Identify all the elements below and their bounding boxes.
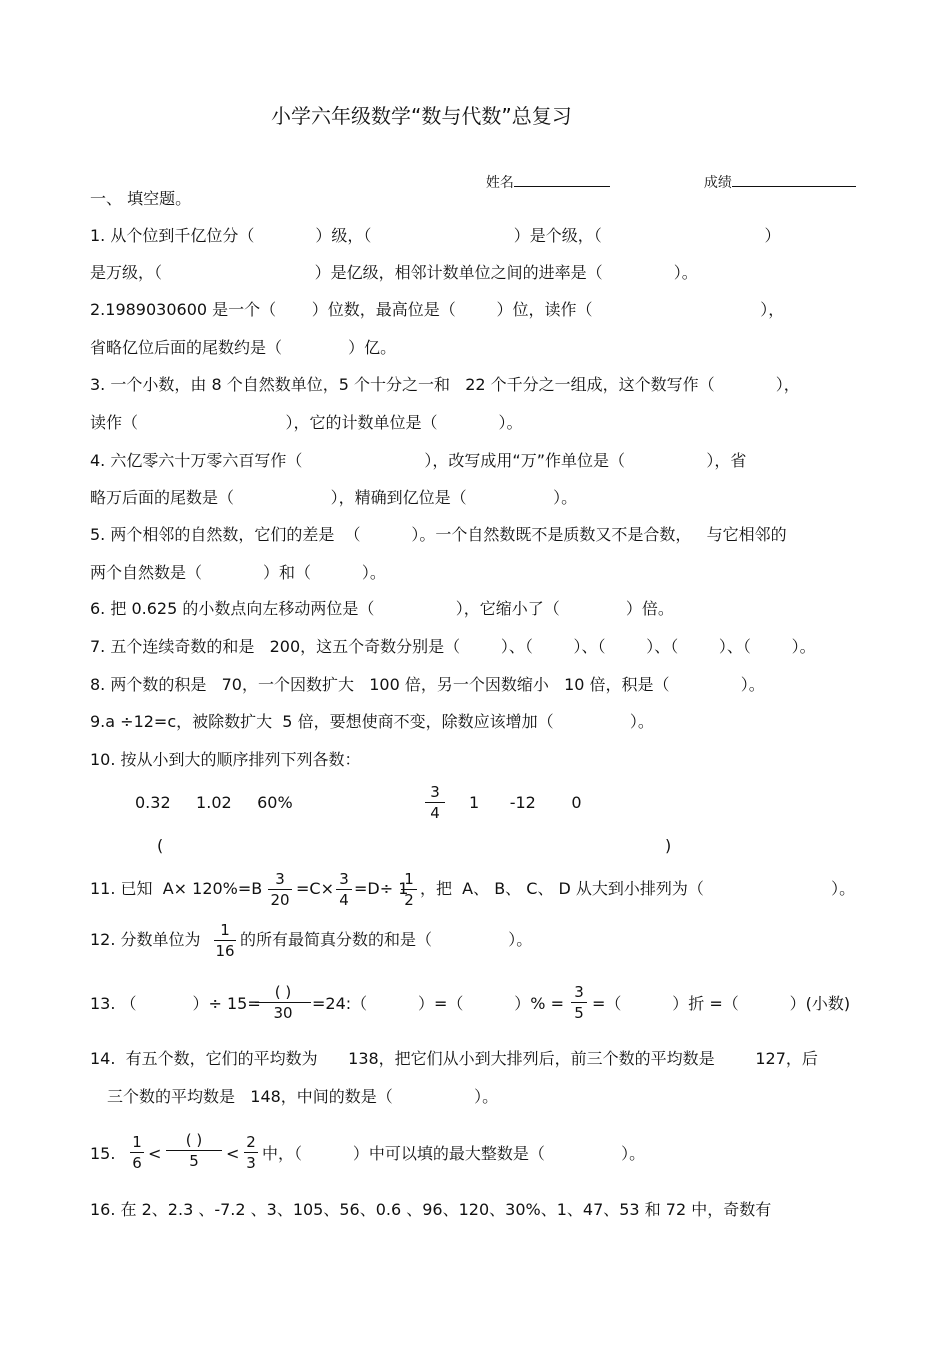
name-field <box>477 152 610 193</box>
question-15-text: 中，（ ）中可以填的最大整数是（ ）。 <box>262 1144 646 1163</box>
question-14-line-1: 14. 有五个数，它们的平均数为 138，把它们从小到大排列后，前三个数的平均数是 127，后 <box>90 1049 818 1068</box>
question-3-line-2: 读作（ ），它的计数单位是（ ）。 <box>90 413 523 432</box>
question-9: 9.a ÷12=c，被除数扩大 5 倍，要想使商不变，除数应该增加（ ）。 <box>90 712 654 731</box>
question-15-fraction-3 <box>244 1134 258 1172</box>
question-13-part-b: =24:（ ）=（ ）% = <box>312 994 564 1013</box>
fraction-numerator: 1 <box>404 870 414 888</box>
question-15-fraction-1 <box>130 1134 144 1172</box>
question-12-fraction <box>214 922 236 960</box>
question-3-line-1: 3. 一个小数，由 8 个自然数单位，5 个十分之一和 22 个千分之一组成，这个数写作（ ）， <box>90 375 800 394</box>
question-5-line-1: 5. 两个相邻的自然数，它们的差是 （ ）。一个自然数既不是质数又不是合数， 与它相邻的 <box>90 525 787 544</box>
less-than-1: < <box>148 1144 162 1163</box>
question-7: 7. 五个连续奇数的和是 200，这五个奇数分别是（ ）、（ ）、（ ）、（ ）、（ ）。 <box>90 637 816 656</box>
fraction-denominator: 30 <box>273 1004 293 1022</box>
question-2-line-2: 省略亿位后面的尾数约是（ ）亿。 <box>90 338 397 357</box>
fraction-numerator: 2 <box>246 1133 256 1151</box>
question-11-fraction-2 <box>336 871 352 909</box>
question-11-fraction-1 <box>268 871 292 909</box>
question-10-numbers-a: 0.32 1.02 60% <box>135 793 293 812</box>
fraction-denominator: 20 <box>270 891 290 909</box>
question-11-part-d: ，把 A、 B、 C、 D 从大到小排列为（ ）。 <box>420 879 856 898</box>
fraction-denominator: 16 <box>215 942 235 960</box>
question-15-fraction-2 <box>166 1132 222 1170</box>
question-13-fraction-1 <box>255 984 311 1022</box>
fraction-denominator: 5 <box>574 1004 584 1022</box>
question-15-label: 15. <box>90 1144 116 1163</box>
fraction-numerator: ( ) <box>274 983 292 1001</box>
fraction-numerator: 1 <box>132 1133 142 1151</box>
question-13-part-c: =（ ）折 =（ ）(小数) <box>592 994 851 1013</box>
less-than-2: < <box>226 1144 240 1163</box>
question-10-fraction <box>425 784 445 822</box>
question-5-line-2: 两个自然数是（ ）和（ ）。 <box>90 563 386 582</box>
fraction-numerator: 1 <box>220 921 230 939</box>
question-12-part-b: 的所有最简真分数的和是（ ）。 <box>240 930 533 949</box>
fraction-numerator: 3 <box>275 870 285 888</box>
score-field <box>695 152 856 193</box>
score-label: 成绩 <box>703 175 732 191</box>
fraction-numerator: 3 <box>574 983 584 1001</box>
section-heading: 一、 填空题。 <box>90 189 192 208</box>
question-1-line-2: 是万级，（ ）是亿级，相邻计数单位之间的进率是（ ）。 <box>90 263 698 282</box>
question-2-line-1: 2.1989030600 是一个（ ）位数，最高位是（ ）位，读作（ ）， <box>90 300 785 319</box>
page-title: 小学六年级数学“数与代数”总复习 <box>271 104 572 128</box>
question-4-line-1: 4. 六亿零六十万零六百写作（ ），改写成用“万”作单位是（ ），省 <box>90 451 747 470</box>
fraction-denominator: 4 <box>430 804 440 822</box>
fraction-denominator: 2 <box>404 891 414 909</box>
question-10-numbers-b: 1 -12 0 <box>469 793 582 812</box>
fraction-numerator: 3 <box>430 783 440 801</box>
name-blank <box>514 172 610 187</box>
question-4-line-2: 略万后面的尾数是（ ），精确到亿位是（ ）。 <box>90 488 578 507</box>
question-11-part-b: =C× <box>296 879 334 898</box>
question-10-open-paren: ( <box>157 836 164 855</box>
question-10-close-paren: ) <box>665 836 672 855</box>
name-label: 姓名 <box>485 175 514 191</box>
question-11-part-c: =D÷ 1 <box>354 879 409 898</box>
question-10-prompt: 10. 按从小到大的顺序排列下列各数： <box>90 750 361 769</box>
fraction-denominator: 6 <box>132 1154 142 1172</box>
question-8: 8. 两个数的积是 70，一个因数扩大 100 倍，另一个因数缩小 10 倍，积是（ ）。 <box>90 675 765 694</box>
question-11-fraction-3 <box>401 871 417 909</box>
question-13-part-a: 13. （ ）÷ 15= <box>90 994 261 1013</box>
fraction-denominator: 4 <box>339 891 349 909</box>
question-14-line-2: 三个数的平均数是 148，中间的数是（ ）。 <box>107 1087 499 1106</box>
fraction-numerator: 3 <box>339 870 349 888</box>
fraction-denominator: 3 <box>246 1154 256 1172</box>
question-1-line-1: 1. 从个位到千亿位分（ ）级，（ ）是个级，（ ） <box>90 226 781 245</box>
score-blank <box>732 172 856 187</box>
question-11-part-a: 11. 已知 A× 120%=B <box>90 879 263 898</box>
question-12-part-a: 12. 分数单位为 <box>90 930 201 949</box>
question-16: 16. 在 2、2.3 、-7.2 、3、105、56、0.6 、96、120、30%、1、47、53 和 72 中，奇数有 <box>90 1200 772 1219</box>
question-6: 6. 把 0.625 的小数点向左移动两位是（ ），它缩小了（ ）倍。 <box>90 599 674 618</box>
fraction-numerator: ( ) <box>185 1131 203 1149</box>
fraction-denominator: 5 <box>189 1152 199 1170</box>
question-13-fraction-2 <box>571 984 587 1022</box>
